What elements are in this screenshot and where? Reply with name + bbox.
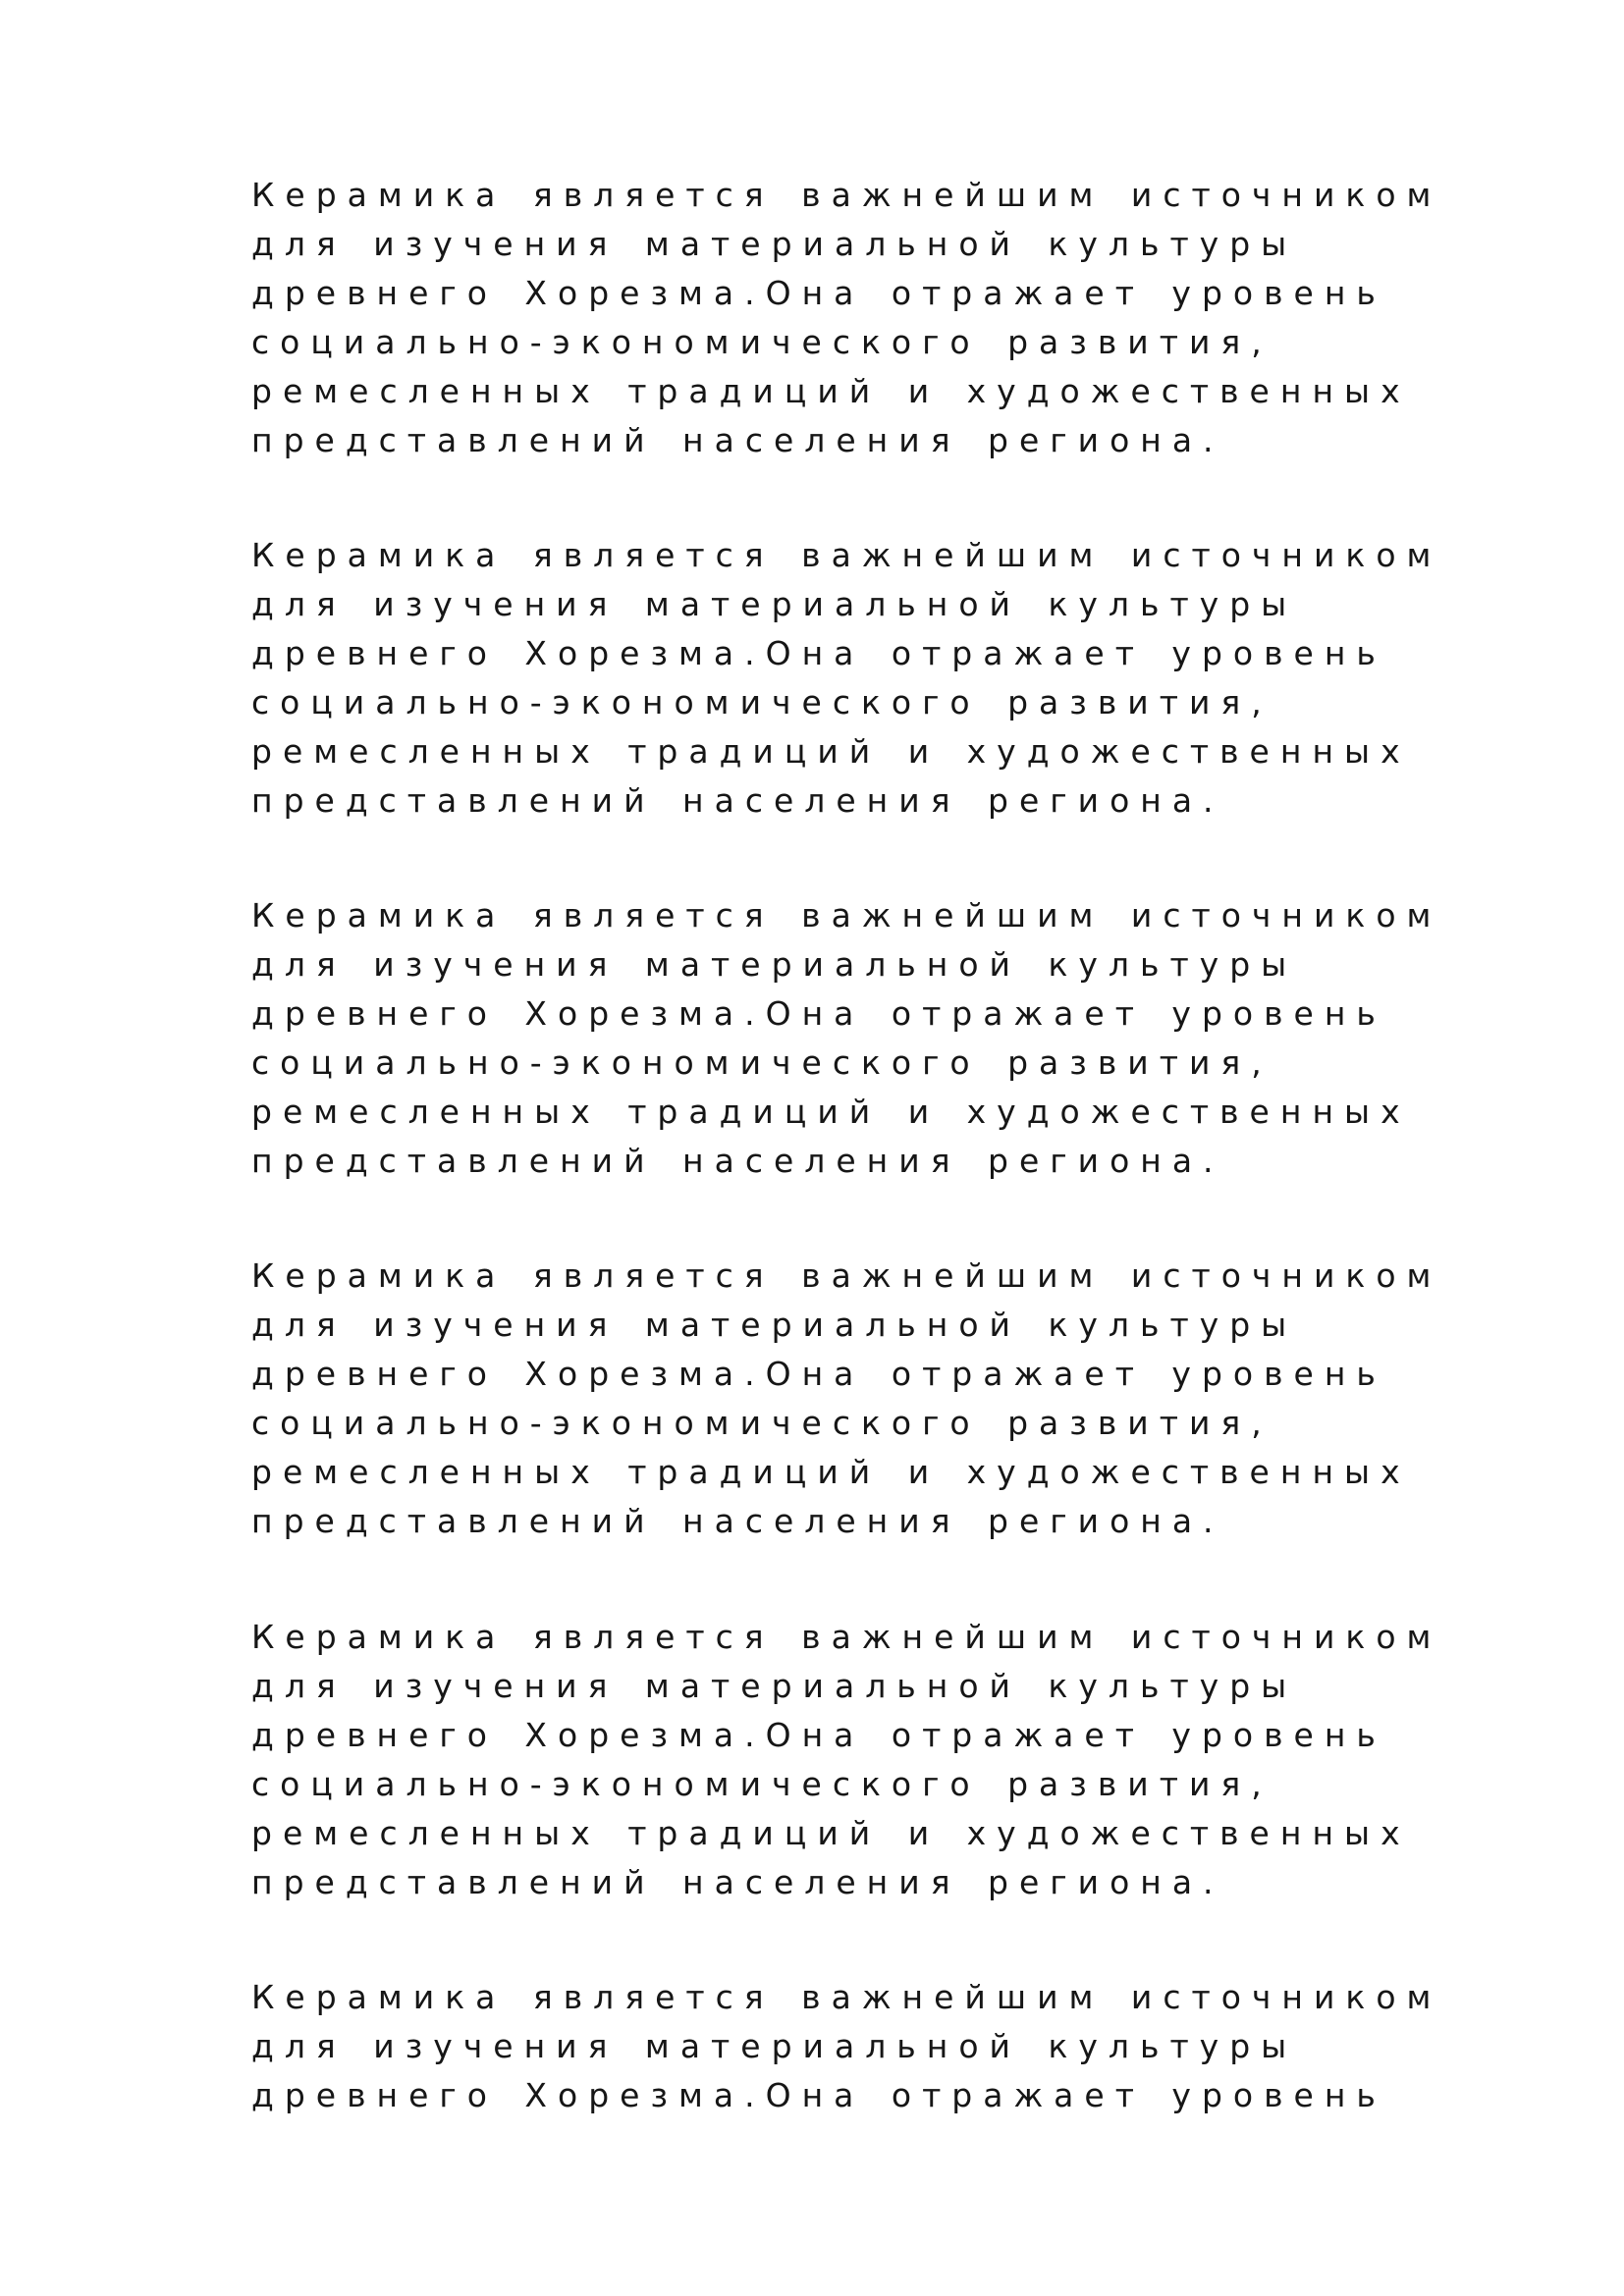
- paragraph-1: [251, 171, 1479, 465]
- paragraph-line: Керамика является важнейшим источником: [251, 1978, 1442, 2016]
- paragraph-line: для изучения материальной культуры: [251, 225, 1298, 263]
- paragraph-line: ремесленных традиций и художественных: [251, 1453, 1411, 1491]
- paragraph-line: ремесленных традиций и художественных: [251, 1093, 1411, 1131]
- paragraph-line: социально-экономического развития,: [251, 1043, 1272, 1082]
- paragraph-line: для изучения материальной культуры: [251, 2027, 1298, 2065]
- paragraph-line: древнего Хорезма.Она отражает уровень: [251, 994, 1386, 1033]
- paragraph-line: Керамика является важнейшим источником: [251, 176, 1442, 214]
- paragraph-line: представлений населения региона.: [251, 421, 1224, 459]
- paragraph-line: представлений населения региона.: [251, 1142, 1224, 1180]
- paragraph-line: ремесленных традиций и художественных: [251, 1814, 1411, 1852]
- paragraph-line: для изучения материальной культуры: [251, 585, 1298, 623]
- paragraph-2: [251, 531, 1479, 826]
- paragraph-line: Керамика является важнейшим источником: [251, 536, 1442, 574]
- paragraph-line: древнего Хорезма.Она отражает уровень: [251, 634, 1386, 672]
- paragraph-4: [251, 1252, 1479, 1546]
- paragraph-line: социально-экономического развития,: [251, 323, 1272, 361]
- paragraph-line: представлений населения региона.: [251, 1863, 1224, 1901]
- paragraph-line: древнего Хорезма.Она отражает уровень: [251, 1355, 1386, 1393]
- paragraph-6: [251, 1973, 1479, 2120]
- paragraph-line: представлений населения региона.: [251, 781, 1224, 820]
- paragraph-line: социально-экономического развития,: [251, 1765, 1272, 1803]
- paragraph-5: [251, 1613, 1479, 1907]
- paragraph-line: для изучения материальной культуры: [251, 1306, 1298, 1344]
- paragraph-line: ремесленных традиций и художественных: [251, 372, 1411, 410]
- paragraph-line: для изучения материальной культуры: [251, 945, 1298, 984]
- paragraph-line: Керамика является важнейшим источником: [251, 896, 1442, 934]
- paragraph-line: для изучения материальной культуры: [251, 1667, 1298, 1705]
- paragraph-line: древнего Хорезма.Она отражает уровень: [251, 274, 1386, 312]
- paragraph-line: социально-экономического развития,: [251, 683, 1272, 721]
- paragraph-line: Керамика является важнейшим источником: [251, 1618, 1442, 1656]
- paragraph-line: древнего Хорезма.Она отражает уровень: [251, 1716, 1386, 1754]
- paragraph-line: социально-экономического развития,: [251, 1404, 1272, 1442]
- paragraph-line: ремесленных традиций и художественных: [251, 732, 1411, 771]
- paragraph-line: представлений населения региона.: [251, 1502, 1224, 1540]
- paragraph-3: [251, 891, 1479, 1186]
- paragraph-line: Керамика является важнейшим источником: [251, 1256, 1442, 1295]
- paragraph-line: древнего Хорезма.Она отражает уровень: [251, 2076, 1386, 2114]
